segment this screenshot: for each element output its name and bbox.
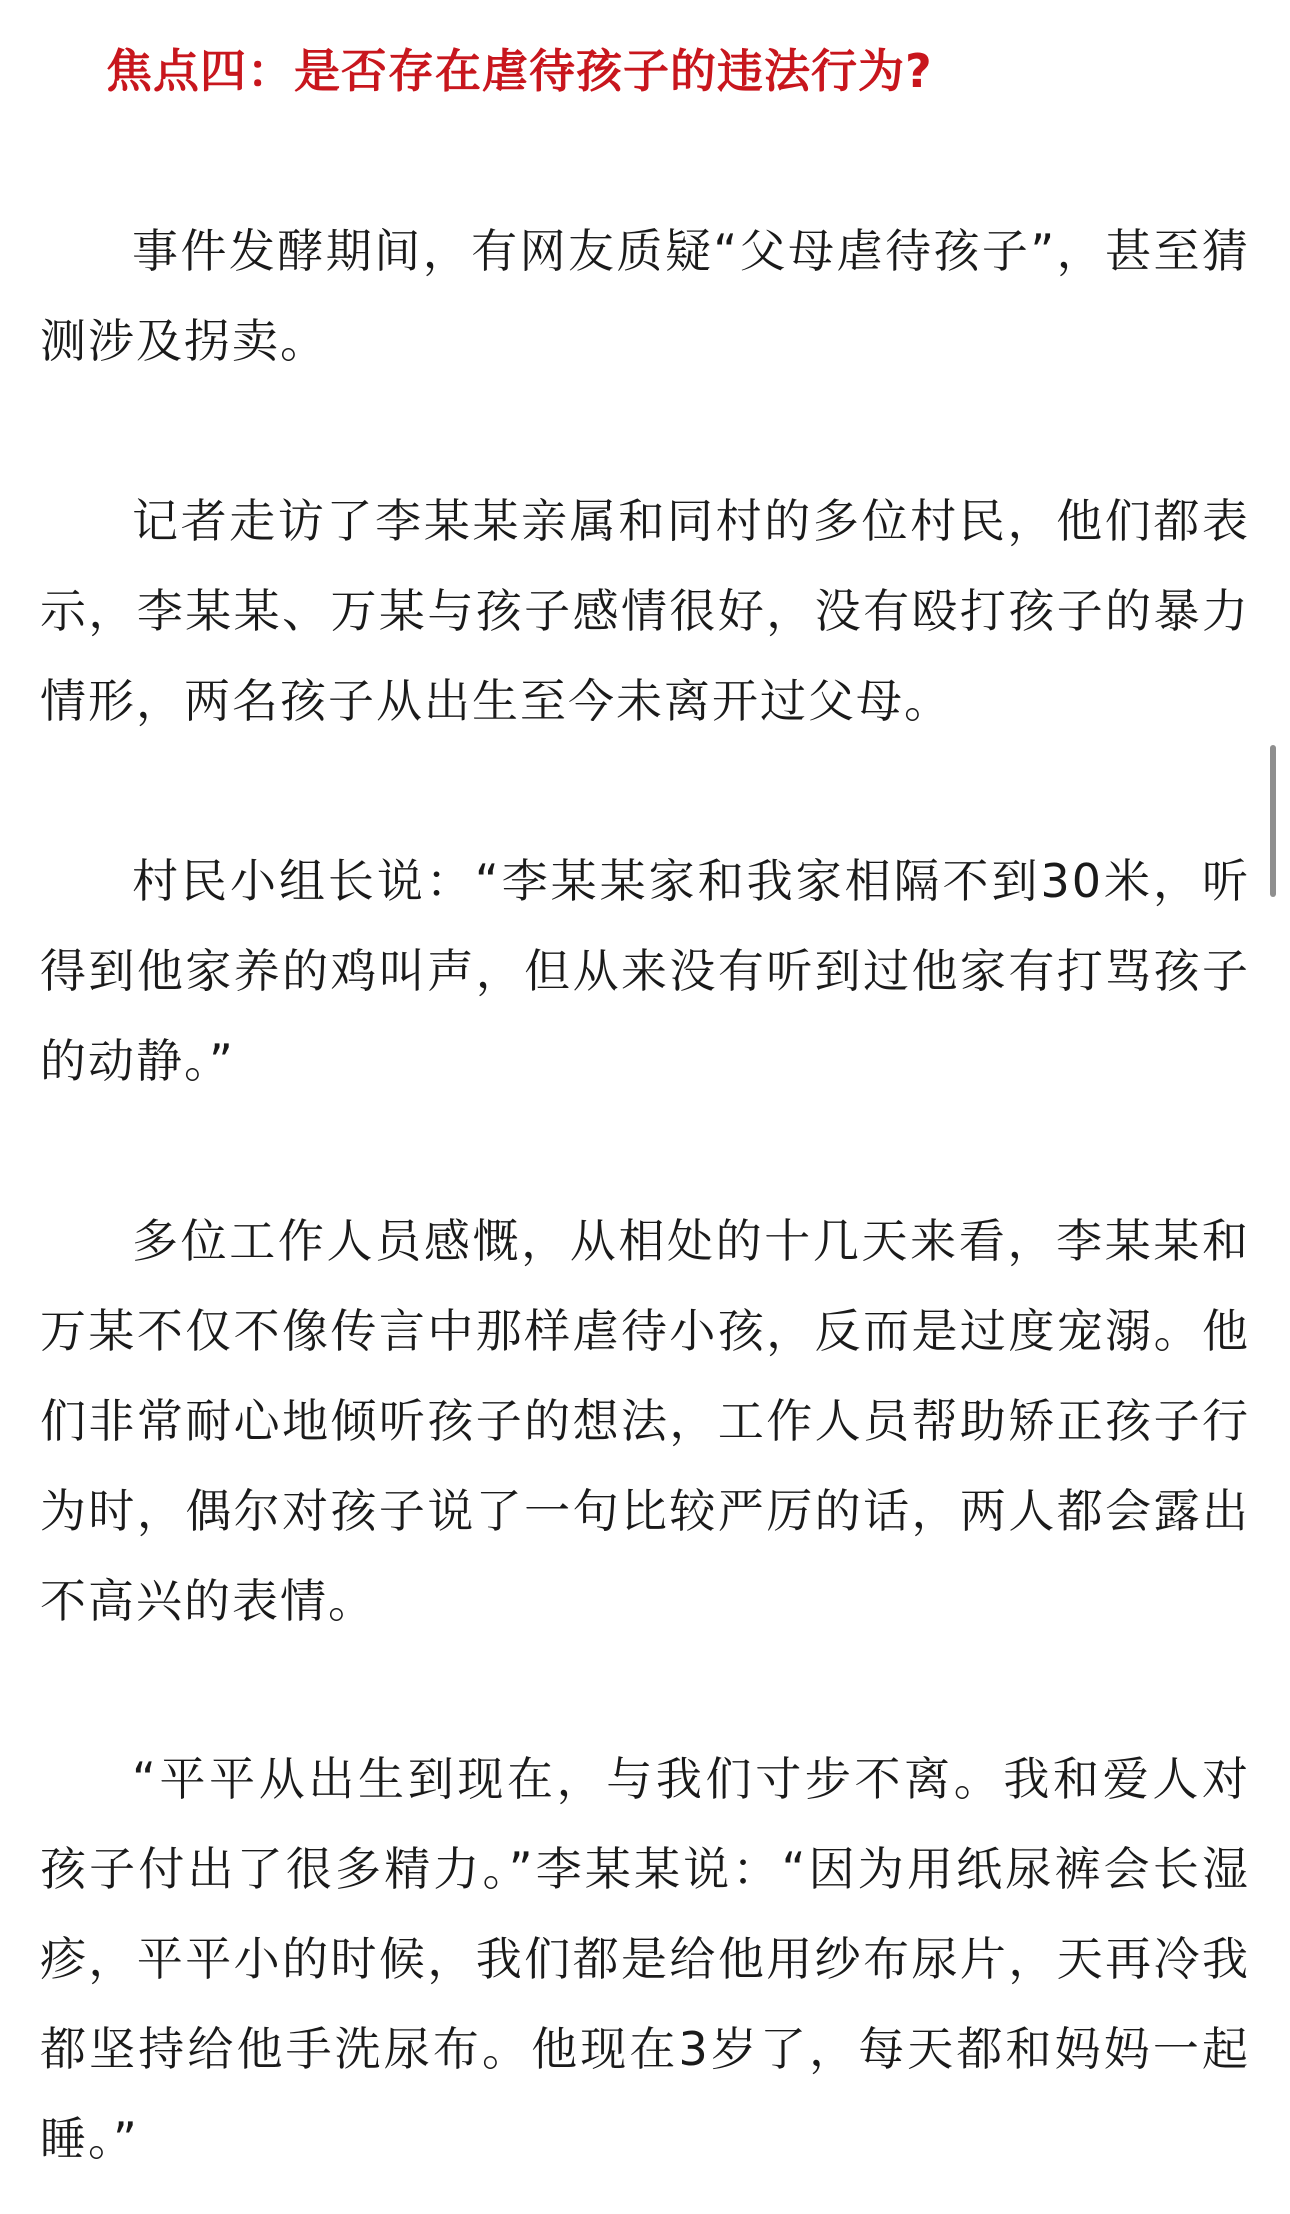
scrollbar-thumb[interactable]: [1270, 745, 1276, 897]
paragraph-parent-quote: “平平从出生到现在，与我们寸步不离。我和爱人对孩子付出了很多精力。”李某某说：“因为用纸尿裤会长湿疹，平平小的时候，我们都是给他用纱布尿片，天再冷我都坚持给他手洗尿布。他现在3岁了，每天都和妈妈一起睡。”: [40, 1752, 1250, 2166]
paragraph-group-leader-quote: 村民小组长说：“李某某家和我家相隔不到30米，听得到他家养的鸡叫声，但从来没有听到过他家有打骂孩子的动静。”: [40, 854, 1250, 1088]
paragraph-staff-observations: 多位工作人员感慨，从相处的十几天来看，李某某和万某不仅不像传言中那样虐待小孩，反而是过度宠溺。他们非常耐心地倾听孩子的想法，工作人员帮助矫正孩子行为时，偶尔对孩子说了一句比较严厉的话，两人都会露出不高兴的表情。: [40, 1214, 1250, 1628]
section-heading: 焦点四：是否存在虐待孩子的违法行为?: [106, 44, 933, 98]
paragraph-villager-visits: 记者走访了李某某亲属和同村的多位村民，他们都表示，李某某、万某与孩子感情很好，没有殴打孩子的暴力情形，两名孩子从出生至今未离开过父母。: [40, 494, 1250, 728]
paragraph-netizen-doubts: 事件发酵期间，有网友质疑“父母虐待孩子”，甚至猜测涉及拐卖。: [40, 224, 1250, 368]
